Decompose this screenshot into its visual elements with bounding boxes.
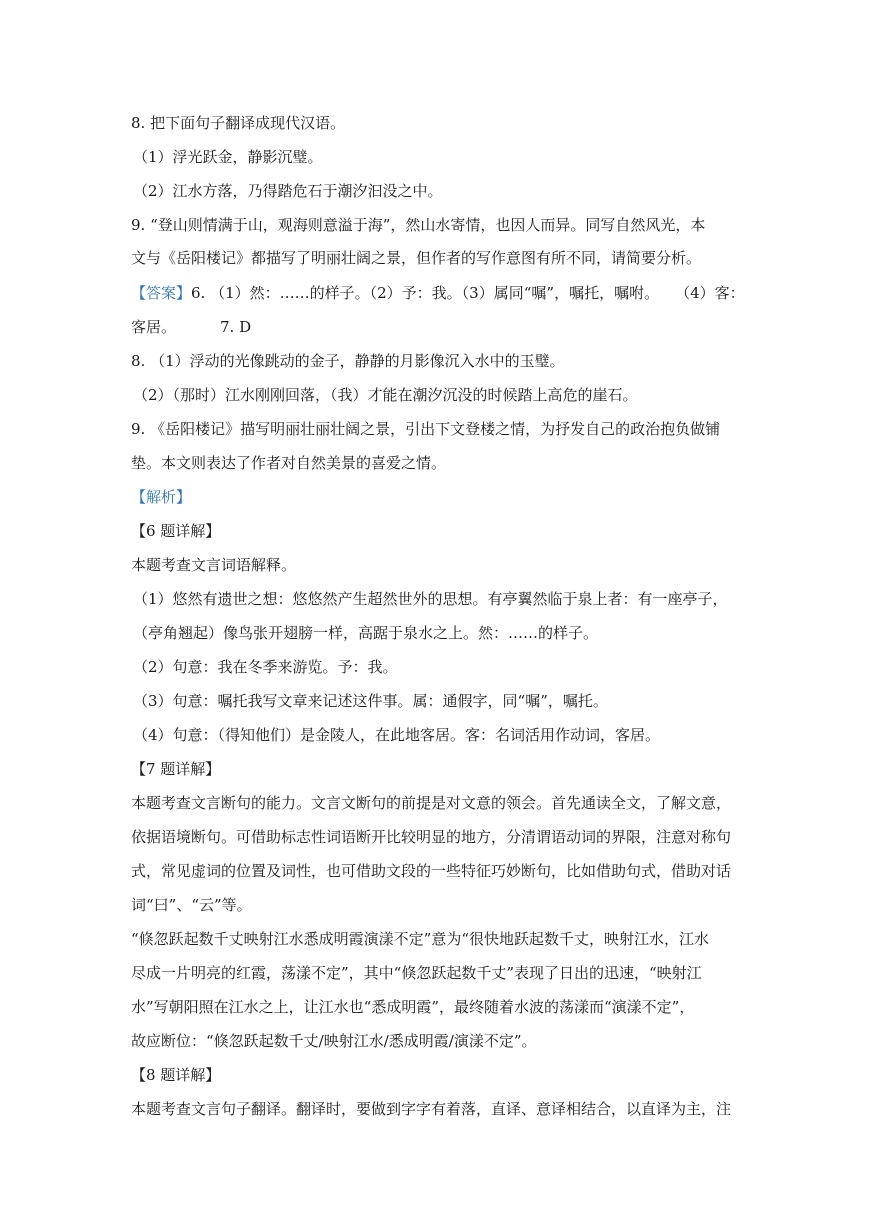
heading-8: 【8 题详解】 xyxy=(131,1066,221,1084)
analysis-7-line-6: 尽成一片明亮的红霞，荡漾不定”，其中“倏忽跃起数千丈”表现了日出的迅速，“映射江 xyxy=(131,964,702,982)
analysis-7-line-8: 故应断位：“倏忽跃起数千丈/映射江水/悉成明霞/演漾不定”。 xyxy=(131,1032,537,1050)
analysis-6-item-1a: （1）悠然有遗世之想：悠悠然产生超然世外的思想。有亭翼然临于泉上者：有一座亭子， xyxy=(133,590,728,608)
answer-7: 7. D xyxy=(220,318,252,336)
analysis-6-intro: 本题考查文言词语解释。 xyxy=(131,556,297,574)
answer-6-text: 6. （1）然：……的样子。（2）予：我。（3）属同“嘱”，嘱托，嘱咐。 xyxy=(191,284,660,302)
analysis-7-line-1: 本题考查文言断句的能力。文言文断句的前提是对文意的领会。首先通读全文，了解文意， xyxy=(131,794,732,812)
question-8-title: 8. 把下面句子翻译成现代汉语。 xyxy=(131,114,346,132)
heading-7: 【7 题详解】 xyxy=(131,760,221,778)
answer-6-item-4-cont: 客居。 xyxy=(131,318,177,336)
answer-8-line-2: （2）（那时）江水刚刚回落，（我）才能在潮汐沉没的时候踏上高危的崖石。 xyxy=(133,386,638,404)
analysis-6-item-2: （2）句意：我在冬季来游览。予：我。 xyxy=(133,658,398,676)
heading-6: 【6 题详解】 xyxy=(131,522,221,540)
analysis-8-line-1: 本题考查文言句子翻译。翻译时，要做到字字有着落，直译、意译相结合，以直译为主，注 xyxy=(131,1100,732,1118)
analysis-7-line-5: “倏忽跃起数千丈映射江水悉成明霞演漾不定”意为“很快地跃起数千丈，映射江水，江水 xyxy=(131,930,710,948)
analysis-7-line-4: 词“曰”、“云”等。 xyxy=(131,896,252,914)
analysis-6-item-1b: （亭角翘起）像鸟张开翅膀一样，高踞于泉水之上。然：……的样子。 xyxy=(133,624,599,642)
analysis-label: 【解析】 xyxy=(131,488,192,506)
answer-8-line-1: 8. （1）浮动的光像跳动的金子，静静的月影像沉入水中的玉璧。 xyxy=(131,352,565,370)
answer-line-2 xyxy=(131,317,251,337)
analysis-7-line-7: 水”写朝阳照在江水之上，让江水也“悉成明霞”，最终随着水波的荡漾而“演漾不定”， xyxy=(131,998,695,1016)
answer-6-item-4: （4）客： xyxy=(675,284,745,302)
analysis-6-item-4: （4）句意：（得知他们）是金陵人，在此地客居。客：名词活用作动词，客居。 xyxy=(133,726,661,744)
answer-line-1 xyxy=(131,283,745,303)
analysis-6-item-3: （3）句意：嘱托我写文章来记述这件事。属：通假字，同“嘱”，嘱托。 xyxy=(133,692,608,710)
answer-9-line-2: 垫。本文则表达了作者对自然美景的喜爱之情。 xyxy=(131,454,447,472)
answer-9-line-1: 9. 《岳阳楼记》描写明丽壮丽壮阔之景，引出下文登楼之情，为抒发自己的政治抱负做铺 xyxy=(131,420,721,438)
answer-label: 【答案】 xyxy=(131,284,192,302)
analysis-7-line-2: 依据语境断句。可借助标志性词语断开比较明显的地方，分清谓语动词的界限，注意对称句 xyxy=(131,828,732,846)
question-9-line-2: 文与《岳阳楼记》都描写了明丽壮阔之景，但作者的写作意图有所不同，请简要分析。 xyxy=(131,249,702,267)
question-8-sentence-2: （2）江水方落，乃得踏危石于潮汐汩没之中。 xyxy=(133,182,443,200)
question-9-line-1: 9. “登山则情满于山，观海则意溢于海”，然山水寄情，也因人而异。同写自然风光，本 xyxy=(131,216,706,234)
analysis-7-line-3: 式，常见虚词的位置及词性，也可借助文段的一些特征巧妙断句，比如借助句式，借助对话 xyxy=(131,862,732,880)
question-8-sentence-1: （1）浮光跃金，静影沉璧。 xyxy=(133,148,323,166)
